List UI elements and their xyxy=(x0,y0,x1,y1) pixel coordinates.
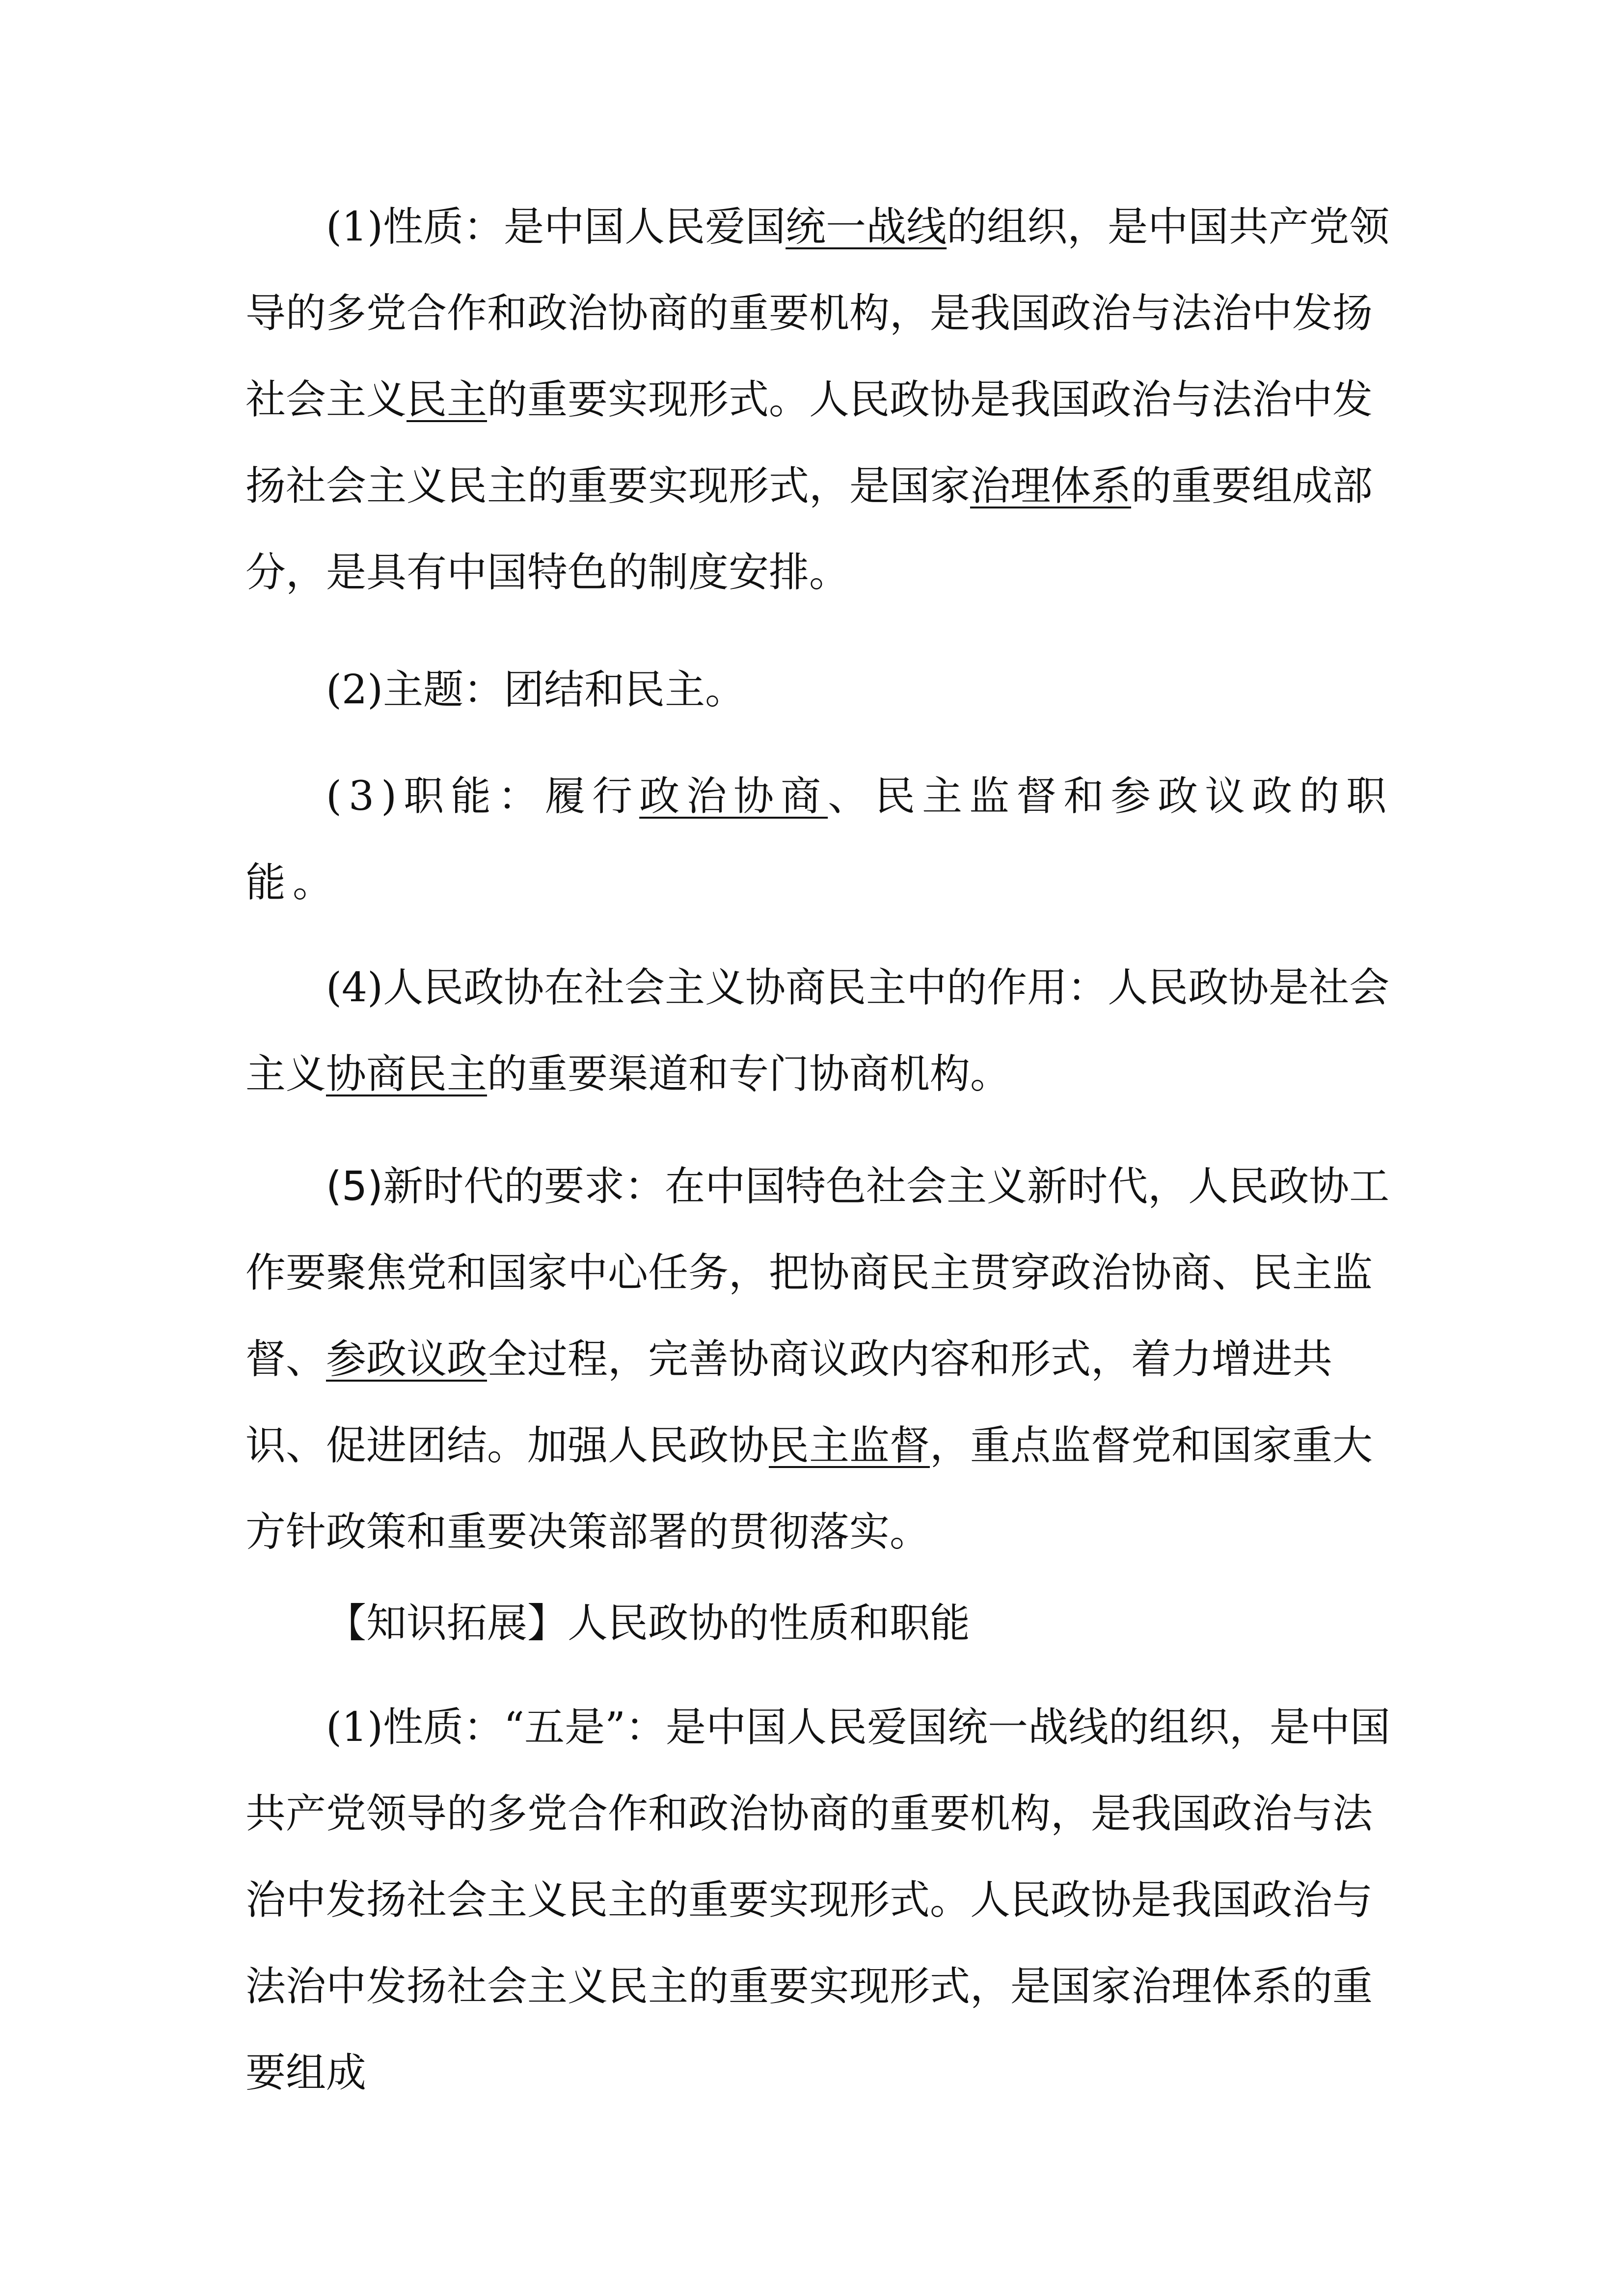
underlined-term: 协商民主 xyxy=(326,1051,487,1097)
underlined-term: 统一战线 xyxy=(785,204,947,250)
underlined-term: 民主 xyxy=(406,376,487,423)
text-run: (2)主题：团结和民主。 xyxy=(326,667,746,713)
paragraph-theme xyxy=(245,647,1394,733)
paragraph-nature xyxy=(245,184,1394,616)
text-run: (4)人民政协在社会主义协商民主中的作用：人民政协是社会主义 xyxy=(245,964,1390,1097)
paragraph-functions xyxy=(245,753,1394,926)
text-run: (1)性质：“五是”： xyxy=(326,1704,666,1751)
text-run: 的重要实现形式。人民政协是我国政治与法治中发扬社会主义民主的重要实现形式，是国家 xyxy=(245,376,1373,509)
text-run: 的重要渠道和专门协商机构。 xyxy=(487,1051,1011,1097)
paragraph-new-era xyxy=(245,1144,1394,1575)
underlined-term: 政治协商 xyxy=(639,773,828,820)
paragraph-extension-nature xyxy=(245,1684,1394,2116)
text-run: (3)职能：履行 xyxy=(326,773,640,820)
knowledge-extension-heading xyxy=(245,1580,1394,1667)
paragraph-role xyxy=(245,945,1394,1118)
underlined-term: 民主监督 xyxy=(769,1422,930,1469)
text-run: 、民主监督和参政议政的职能。 xyxy=(245,773,1394,906)
text-run: 是中国人民爱国统一战线的组织，是中国共产党领导的多党合作和政治协商的重要机构，是我国政治与法治中发扬社会主义民主的重要实现形式。人民政协是我国政治与法治中发扬社会主义民主的重要实现形式，是国家治理体系的重要组成 xyxy=(245,1704,1391,2096)
text-run: (5)新时代的要求：在中国特色社会主义新时代，人民政协工作要聚焦党和国家中心任务，把协商民主贯穿政治协商、民主监督、 xyxy=(245,1163,1390,1383)
underlined-term: 治理体系 xyxy=(970,463,1132,509)
text-run: (1)性质：是中国人民爱国 xyxy=(326,204,786,250)
underlined-term: 参政议政 xyxy=(326,1336,487,1383)
text-run: 的重要组成部分，是具有中国特色的制度安排。 xyxy=(245,463,1373,596)
text-run: 全过程，完善协商议政内容和形式，着力增进共识、促进团结。加强人民政协 xyxy=(245,1336,1333,1469)
text-run: 的组织，是中国共产党领导的多党合作和政治协商的重要机构，是我国政治与法治中发扬社会主义 xyxy=(245,204,1390,423)
text-run: ，重点监督党和国家重大方针政策和重要决策部署的贯彻落实。 xyxy=(245,1422,1373,1555)
text-run: 【知识拓展】人民政协的性质和职能 xyxy=(326,1600,971,1647)
